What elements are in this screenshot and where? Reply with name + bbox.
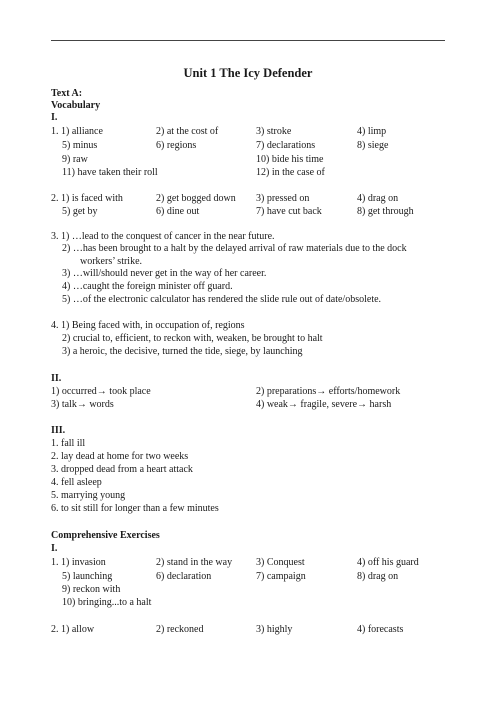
answer-cell: 9) reckon with	[62, 584, 121, 595]
answer-cell: 2) get bogged down	[156, 193, 236, 204]
answer-cell: 5) launching	[62, 571, 113, 582]
list-item: 6. to sit still for longer than a few minutes	[51, 503, 219, 514]
answer-cell: 10) bringing...to a halt	[62, 597, 152, 608]
answer-line: 3. 1) …lead to the conquest of cancer in the near future.	[51, 231, 275, 242]
answer-cell: 2. 1) allow	[51, 624, 95, 635]
answer-cell: 6) dine out	[156, 206, 200, 217]
answer-line: 3) …will/should never get in the way of her career.	[62, 268, 267, 279]
answer-cell: 10) bide his time	[256, 154, 324, 165]
answer-cell: 8) drag on	[357, 571, 399, 582]
answer-cell: 4) weak→ fragile, severe→ harsh	[256, 399, 392, 410]
answer-line: 4) …caught the foreign minister off guard.	[62, 281, 233, 292]
answer-cell: 2) preparations→ efforts/homework	[256, 386, 401, 397]
answer-cell: 8) siege	[357, 140, 389, 151]
answer-cell: 2. 1) is faced with	[51, 193, 123, 204]
answer-line: 2) …has been brought to a halt by the delayed arrival of raw materials due to the dock	[62, 243, 407, 254]
page-title: Unit 1 The Icy Defender	[183, 66, 313, 80]
vocabulary-heading: Vocabulary	[51, 100, 101, 111]
section-label-i: I.	[51, 543, 58, 554]
answer-cell: 4) off his guard	[357, 557, 419, 568]
answer-cell: 4) forecasts	[357, 624, 404, 635]
answer-cell: 6) declaration	[156, 571, 212, 582]
answer-cell: 3) talk→ words	[51, 399, 114, 410]
answer-cell: 12) in the case of	[256, 167, 325, 178]
answer-cell: 7) declarations	[256, 140, 316, 151]
section-label-i: I.	[51, 112, 58, 123]
list-item: 3. dropped dead from a heart attack	[51, 464, 193, 475]
answer-cell: 11) have taken their roll	[62, 167, 158, 178]
answer-line: workers’ strike.	[80, 256, 143, 267]
answer-cell: 2) stand in the way	[156, 557, 233, 568]
answer-cell: 1) occurred→ took place	[51, 386, 151, 397]
answer-line: 5) …of the electronic calculator has rendered the slide rule out of date/obsolete.	[62, 294, 382, 305]
list-item: 5. marrying young	[51, 490, 126, 501]
answer-cell: 3) stroke	[256, 126, 292, 137]
answer-cell: 5) get by	[62, 206, 98, 217]
answer-cell: 4) drag on	[357, 193, 399, 204]
answer-cell: 9) raw	[62, 154, 88, 165]
answer-line: 2) crucial to, efficient, to reckon with, weaken, be brought to halt	[62, 333, 323, 344]
answer-cell: 2) reckoned	[156, 624, 204, 635]
comprehensive-heading: Comprehensive Exercises	[51, 530, 160, 541]
answer-cell: 3) highly	[256, 624, 293, 635]
answer-cell: 4) limp	[357, 126, 387, 137]
answer-cell: 3) Conquest	[256, 557, 305, 568]
header-rule	[51, 40, 445, 41]
text-a-heading: Text A:	[51, 88, 83, 99]
list-item: 2. lay dead at home for two weeks	[51, 451, 189, 462]
list-item: 1. fall ill	[51, 438, 86, 449]
answer-cell: 5) minus	[62, 140, 98, 151]
answer-cell: 8) get through	[357, 206, 414, 217]
answer-cell: 6) regions	[156, 140, 197, 151]
answer-cell: 2) at the cost of	[156, 126, 219, 137]
list-item: 4. fell asleep	[51, 477, 102, 488]
answer-cell: 7) have cut back	[256, 206, 322, 217]
answer-cell: 1. 1) alliance	[51, 126, 103, 137]
section-label-iii: III.	[51, 425, 66, 436]
answer-cell: 7) campaign	[256, 571, 306, 582]
answer-line: 4. 1) Being faced with, in occupation of, regions	[51, 320, 245, 331]
answer-cell: 1. 1) invasion	[51, 557, 106, 568]
answer-cell: 3) pressed on	[256, 193, 310, 204]
section-label-ii: II.	[51, 373, 62, 384]
answer-line: 3) a heroic, the decisive, turned the tide, siege, by launching	[62, 346, 303, 357]
